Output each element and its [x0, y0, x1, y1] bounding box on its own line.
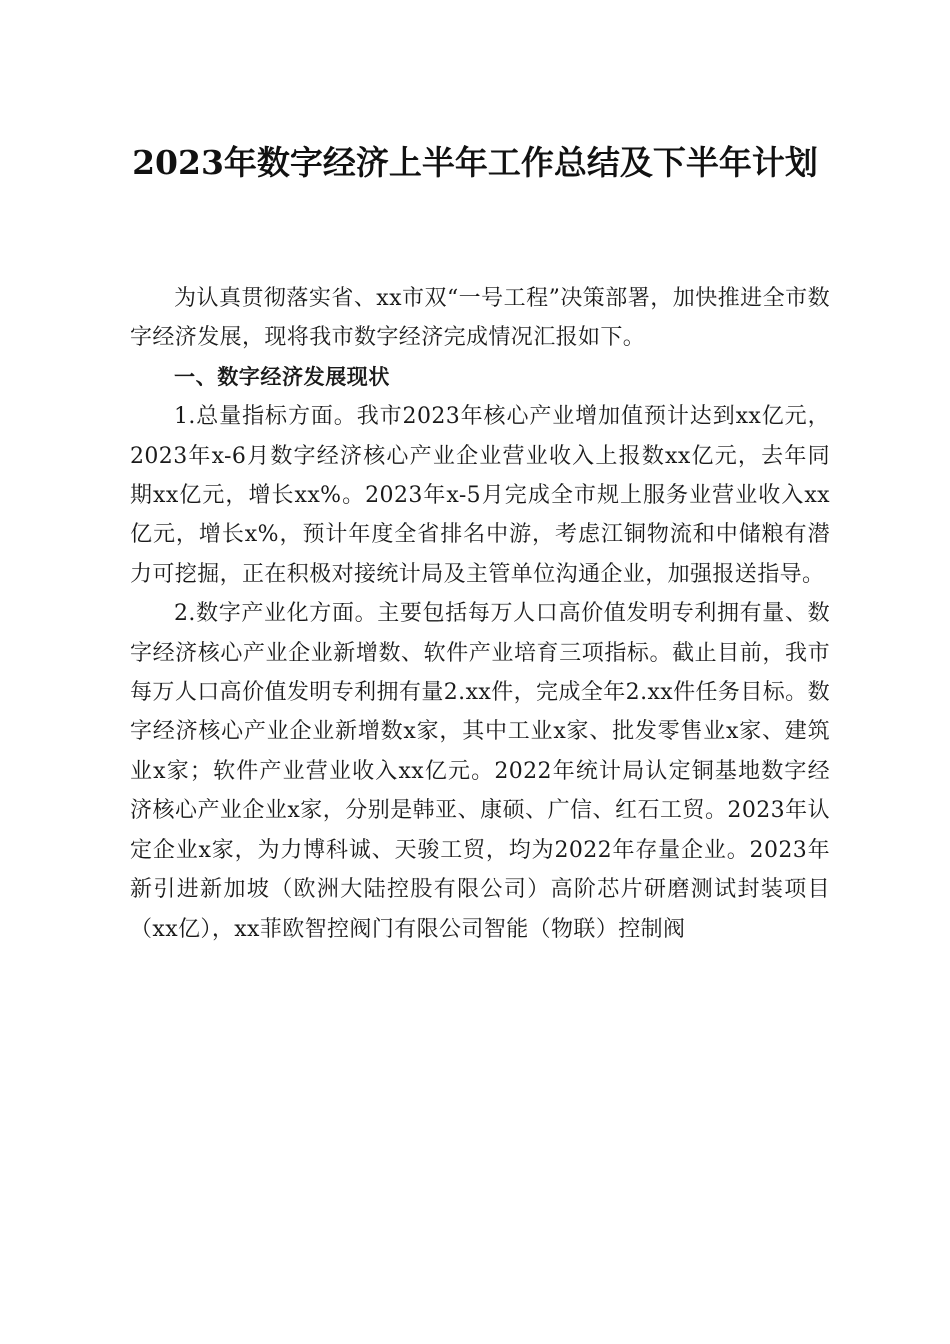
- document-body: [130, 279, 830, 949]
- document-title: 2023年数字经济上半年工作总结及下半年计划: [132, 143, 818, 182]
- paragraph-digital-industrialization: 2.数字产业化方面。主要包括每万人口高价值发明专利拥有量、数字经济核心产业企业新增数、软件产业培育三项指标。截止目前，我市每万人口高价值发明专利拥有量2.xx件，完成全年2.xx件任务目标。数字经济核心产业企业新增数x家，其中工业x家、批发零售业x家、建筑业x家；软件产业营业收入xx亿元。2022年统计局认定铜基地数字经济核心产业企业x家，分别是韩亚、康硕、广信、红石工贸。2023年认定企业x家，为力博科诚、天骏工贸，均为2022年存量企业。2023年新引进新加坡（欧洲大陆控股有限公司）高阶芯片研磨测试封装项目（xx亿），xx菲欧智控阀门有限公司智能（物联）控制阀: [130, 601, 830, 942]
- intro-paragraph: 为认真贯彻落实省、xx市双“一号工程”决策部署，加快推进全市数字经济发展，现将我市数字经济完成情况汇报如下。: [130, 286, 830, 351]
- paragraph-total-indicators: 1.总量指标方面。我市2023年核心产业增加值预计达到xx亿元，2023年x-6月数字经济核心产业企业营业收入上报数xx亿元，去年同期xx亿元，增长xx%。2023年x-5月完成全市规上服务业营业收入xx亿元，增长x%，预计年度全省排名中游，考虑江铜物流和中储粮有潜力可挖掘，正在积极对接统计局及主管单位沟通企业，加强报送指导。: [130, 404, 830, 587]
- section-heading: 一、数字经济发展现状: [174, 364, 390, 389]
